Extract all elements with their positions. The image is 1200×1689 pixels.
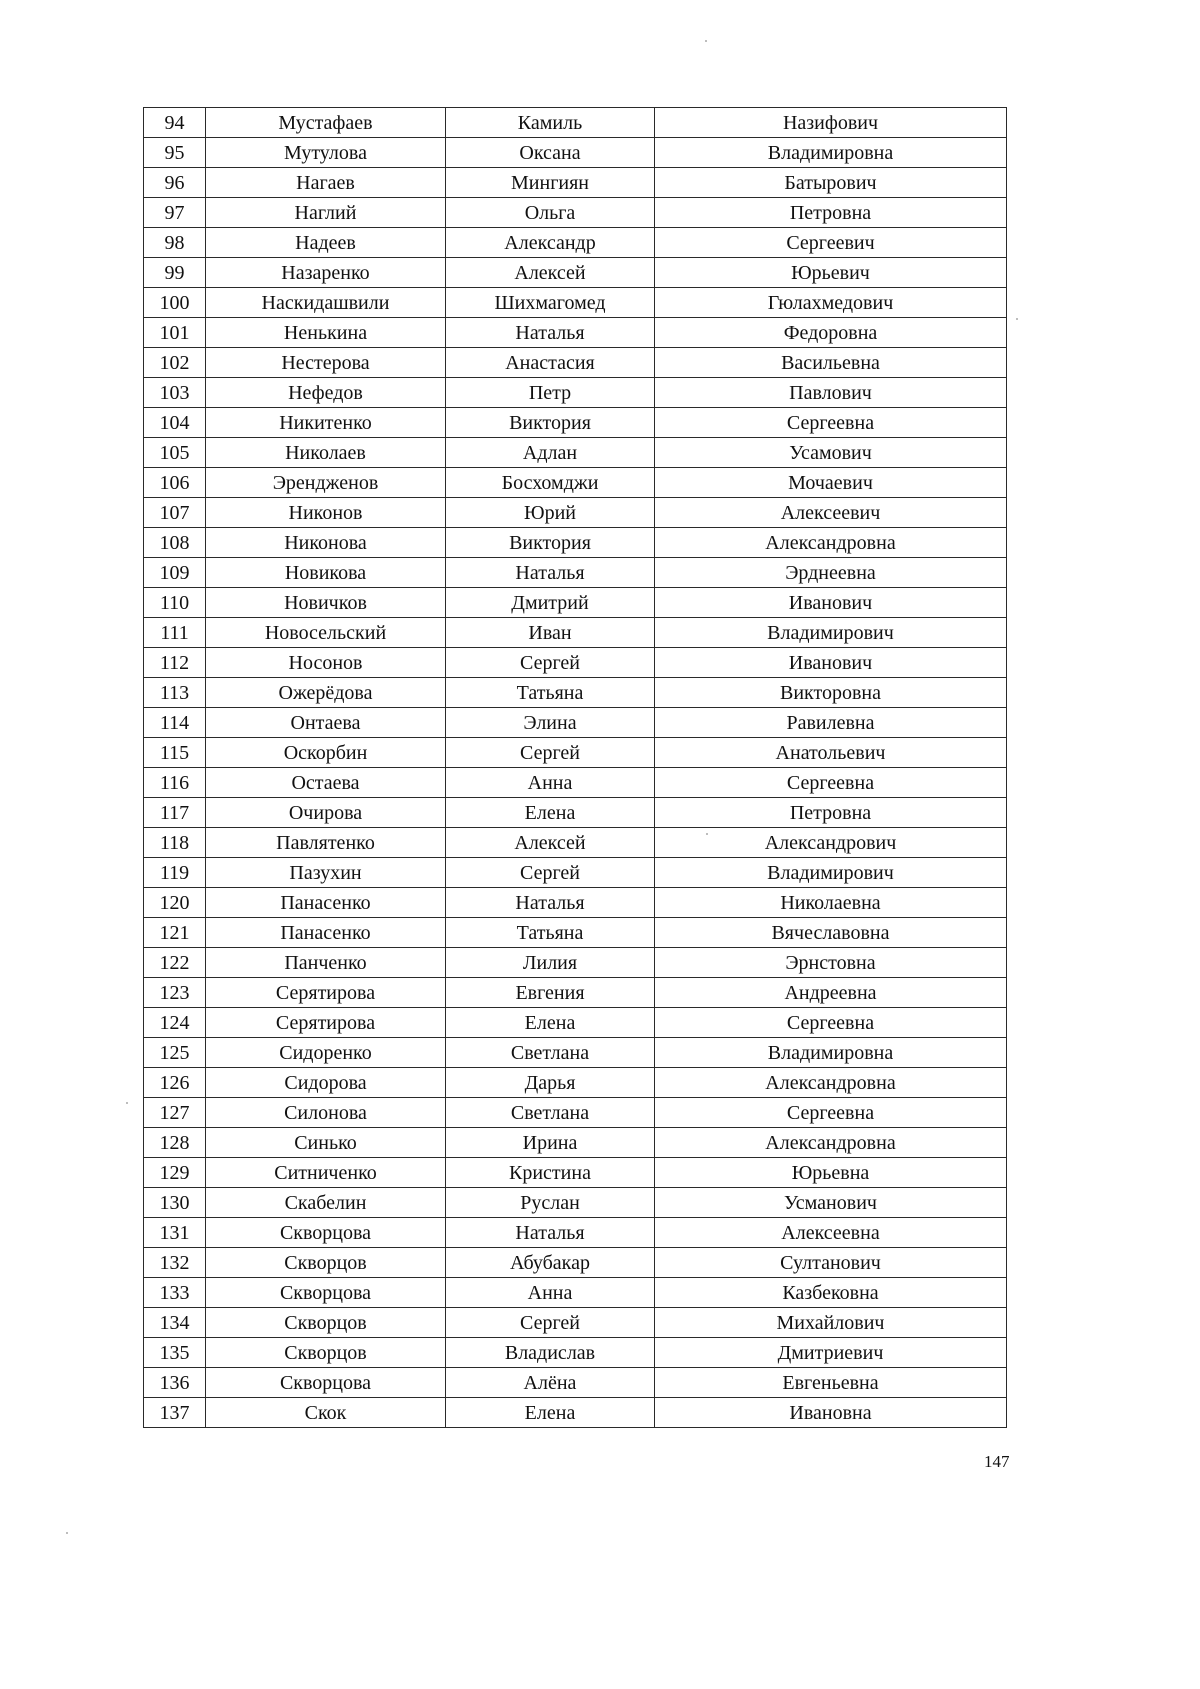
patronymic-cell: Султанович [655, 1248, 1007, 1278]
patronymic-cell: Иванович [655, 588, 1007, 618]
table-row [144, 288, 1007, 318]
table-row [144, 1368, 1007, 1398]
surname-cell: Оскорбин [206, 738, 446, 768]
row-number-cell: 118 [144, 828, 206, 858]
table-row [144, 1158, 1007, 1188]
patronymic-cell: Владимировна [655, 138, 1007, 168]
surname-cell: Назаренко [206, 258, 446, 288]
surname-cell: Нефедов [206, 378, 446, 408]
table-row [144, 1008, 1007, 1038]
table-row [144, 588, 1007, 618]
patronymic-cell: Михайлович [655, 1308, 1007, 1338]
row-number-cell: 134 [144, 1308, 206, 1338]
row-number-cell: 136 [144, 1368, 206, 1398]
row-number-cell: 100 [144, 288, 206, 318]
table-row [144, 108, 1007, 138]
row-number-cell: 137 [144, 1398, 206, 1428]
surname-cell: Мутулова [206, 138, 446, 168]
first-name-cell: Лилия [446, 948, 655, 978]
first-name-cell: Ирина [446, 1128, 655, 1158]
table-row [144, 1098, 1007, 1128]
row-number-cell: 131 [144, 1218, 206, 1248]
first-name-cell: Абубакар [446, 1248, 655, 1278]
table-row [144, 1128, 1007, 1158]
first-name-cell: Елена [446, 1398, 655, 1428]
first-name-cell: Елена [446, 1008, 655, 1038]
first-name-cell: Ольга [446, 198, 655, 228]
patronymic-cell: Юрьевна [655, 1158, 1007, 1188]
patronymic-cell: Батырович [655, 168, 1007, 198]
table-row [144, 408, 1007, 438]
surname-cell: Сидорова [206, 1068, 446, 1098]
table-row [144, 558, 1007, 588]
first-name-cell: Шихмагомед [446, 288, 655, 318]
row-number-cell: 128 [144, 1128, 206, 1158]
row-number-cell: 117 [144, 798, 206, 828]
patronymic-cell: Равилевна [655, 708, 1007, 738]
patronymic-cell: Сергеевич [655, 228, 1007, 258]
surname-cell: Павлятенко [206, 828, 446, 858]
scan-speck [66, 1532, 68, 1534]
row-number-cell: 113 [144, 678, 206, 708]
scan-speck [126, 1102, 128, 1104]
table-row [144, 468, 1007, 498]
surname-cell: Панасенко [206, 918, 446, 948]
table-row [144, 738, 1007, 768]
table-row [144, 618, 1007, 648]
table-row [144, 228, 1007, 258]
row-number-cell: 111 [144, 618, 206, 648]
table-row [144, 1278, 1007, 1308]
row-number-cell: 132 [144, 1248, 206, 1278]
patronymic-cell: Петровна [655, 198, 1007, 228]
surname-cell: Панасенко [206, 888, 446, 918]
surname-cell: Никонов [206, 498, 446, 528]
patronymic-cell: Федоровна [655, 318, 1007, 348]
row-number-cell: 101 [144, 318, 206, 348]
patronymic-cell: Ивановна [655, 1398, 1007, 1428]
scan-speck [1016, 318, 1018, 320]
surname-cell: Эрендженов [206, 468, 446, 498]
table-row [144, 318, 1007, 348]
first-name-cell: Виктория [446, 528, 655, 558]
scan-speck [705, 40, 707, 42]
surname-cell: Серятирова [206, 1008, 446, 1038]
patronymic-cell: Эрднеевна [655, 558, 1007, 588]
surname-cell: Ожерёдова [206, 678, 446, 708]
surname-cell: Пазухин [206, 858, 446, 888]
first-name-cell: Владислав [446, 1338, 655, 1368]
patronymic-cell: Алексеевич [655, 498, 1007, 528]
row-number-cell: 130 [144, 1188, 206, 1218]
row-number-cell: 114 [144, 708, 206, 738]
row-number-cell: 121 [144, 918, 206, 948]
first-name-cell: Евгения [446, 978, 655, 1008]
patronymic-cell: Иванович [655, 648, 1007, 678]
patronymic-cell: Юрьевич [655, 258, 1007, 288]
row-number-cell: 123 [144, 978, 206, 1008]
row-number-cell: 108 [144, 528, 206, 558]
table-row [144, 1218, 1007, 1248]
first-name-cell: Оксана [446, 138, 655, 168]
first-name-cell: Сергей [446, 648, 655, 678]
first-name-cell: Сергей [446, 858, 655, 888]
table-row [144, 1248, 1007, 1278]
first-name-cell: Иван [446, 618, 655, 648]
first-name-cell: Анастасия [446, 348, 655, 378]
first-name-cell: Сергей [446, 1308, 655, 1338]
patronymic-cell: Усамович [655, 438, 1007, 468]
first-name-cell: Петр [446, 378, 655, 408]
table-row [144, 1398, 1007, 1428]
surname-cell: Ситниченко [206, 1158, 446, 1188]
surname-cell: Серятирова [206, 978, 446, 1008]
surname-cell: Сидоренко [206, 1038, 446, 1068]
table-row [144, 198, 1007, 228]
row-number-cell: 125 [144, 1038, 206, 1068]
table-row [144, 378, 1007, 408]
table-row [144, 438, 1007, 468]
first-name-cell: Юрий [446, 498, 655, 528]
patronymic-cell: Сергеевна [655, 768, 1007, 798]
table-row [144, 888, 1007, 918]
surname-cell: Носонов [206, 648, 446, 678]
table-row [144, 648, 1007, 678]
first-name-cell: Алёна [446, 1368, 655, 1398]
patronymic-cell: Казбековна [655, 1278, 1007, 1308]
row-number-cell: 129 [144, 1158, 206, 1188]
row-number-cell: 135 [144, 1338, 206, 1368]
patronymic-cell: Евгеньевна [655, 1368, 1007, 1398]
patronymic-cell: Назифович [655, 108, 1007, 138]
first-name-cell: Татьяна [446, 678, 655, 708]
surname-cell: Скворцов [206, 1338, 446, 1368]
surname-cell: Мустафаев [206, 108, 446, 138]
surname-cell: Панченко [206, 948, 446, 978]
first-name-cell: Адлан [446, 438, 655, 468]
row-number-cell: 96 [144, 168, 206, 198]
table-row [144, 258, 1007, 288]
first-name-cell: Босхомджи [446, 468, 655, 498]
first-name-cell: Наталья [446, 558, 655, 588]
surname-cell: Скворцова [206, 1278, 446, 1308]
row-number-cell: 116 [144, 768, 206, 798]
patronymic-cell: Васильевна [655, 348, 1007, 378]
first-name-cell: Анна [446, 768, 655, 798]
row-number-cell: 95 [144, 138, 206, 168]
first-name-cell: Руслан [446, 1188, 655, 1218]
first-name-cell: Наталья [446, 888, 655, 918]
row-number-cell: 106 [144, 468, 206, 498]
surname-cell: Надеев [206, 228, 446, 258]
table-row [144, 858, 1007, 888]
surname-cell: Очирова [206, 798, 446, 828]
row-number-cell: 126 [144, 1068, 206, 1098]
patronymic-cell: Мочаевич [655, 468, 1007, 498]
patronymic-cell: Александровна [655, 1128, 1007, 1158]
surname-cell: Наскидашвили [206, 288, 446, 318]
patronymic-cell: Николаевна [655, 888, 1007, 918]
roster-table [143, 107, 1007, 1428]
row-number-cell: 122 [144, 948, 206, 978]
table-row [144, 1068, 1007, 1098]
surname-cell: Новичков [206, 588, 446, 618]
first-name-cell: Наталья [446, 318, 655, 348]
patronymic-cell: Усманович [655, 1188, 1007, 1218]
table-row [144, 498, 1007, 528]
first-name-cell: Алексей [446, 828, 655, 858]
table-row [144, 1038, 1007, 1068]
patronymic-cell: Владимирович [655, 858, 1007, 888]
patronymic-cell: Вячеславовна [655, 918, 1007, 948]
row-number-cell: 98 [144, 228, 206, 258]
first-name-cell: Виктория [446, 408, 655, 438]
surname-cell: Николаев [206, 438, 446, 468]
surname-cell: Наглий [206, 198, 446, 228]
first-name-cell: Татьяна [446, 918, 655, 948]
table-row [144, 918, 1007, 948]
row-number-cell: 97 [144, 198, 206, 228]
row-number-cell: 112 [144, 648, 206, 678]
row-number-cell: 99 [144, 258, 206, 288]
patronymic-cell: Сергеевна [655, 1098, 1007, 1128]
surname-cell: Никонова [206, 528, 446, 558]
surname-cell: Скок [206, 1398, 446, 1428]
surname-cell: Скворцов [206, 1248, 446, 1278]
patronymic-cell: Эрнстовна [655, 948, 1007, 978]
table-row [144, 828, 1007, 858]
row-number-cell: 115 [144, 738, 206, 768]
row-number-cell: 110 [144, 588, 206, 618]
page-number: 147 [984, 1452, 1010, 1471]
first-name-cell: Светлана [446, 1098, 655, 1128]
table-row [144, 798, 1007, 828]
patronymic-cell: Сергеевна [655, 1008, 1007, 1038]
row-number-cell: 120 [144, 888, 206, 918]
first-name-cell: Дмитрий [446, 588, 655, 618]
first-name-cell: Анна [446, 1278, 655, 1308]
patronymic-cell: Сергеевна [655, 408, 1007, 438]
row-number-cell: 107 [144, 498, 206, 528]
patronymic-cell: Викторовна [655, 678, 1007, 708]
surname-cell: Скворцова [206, 1218, 446, 1248]
table-row [144, 138, 1007, 168]
table-row [144, 528, 1007, 558]
surname-cell: Ненькина [206, 318, 446, 348]
patronymic-cell: Гюлахмедович [655, 288, 1007, 318]
surname-cell: Онтаева [206, 708, 446, 738]
surname-cell: Новосельский [206, 618, 446, 648]
surname-cell: Скворцов [206, 1308, 446, 1338]
row-number-cell: 133 [144, 1278, 206, 1308]
patronymic-cell: Владимировна [655, 1038, 1007, 1068]
patronymic-cell: Алексеевна [655, 1218, 1007, 1248]
table-row [144, 948, 1007, 978]
table-row [144, 978, 1007, 1008]
surname-cell: Силонова [206, 1098, 446, 1128]
surname-cell: Никитенко [206, 408, 446, 438]
first-name-cell: Светлана [446, 1038, 655, 1068]
table-row [144, 768, 1007, 798]
first-name-cell: Мингиян [446, 168, 655, 198]
table-row [144, 1338, 1007, 1368]
row-number-cell: 103 [144, 378, 206, 408]
row-number-cell: 105 [144, 438, 206, 468]
table-row [144, 1188, 1007, 1218]
surname-cell: Новикова [206, 558, 446, 588]
row-number-cell: 124 [144, 1008, 206, 1038]
table-row [144, 708, 1007, 738]
row-number-cell: 109 [144, 558, 206, 588]
table-row [144, 1308, 1007, 1338]
first-name-cell: Елена [446, 798, 655, 828]
surname-cell: Остаева [206, 768, 446, 798]
scan-speck [706, 833, 708, 835]
surname-cell: Скворцова [206, 1368, 446, 1398]
table-row [144, 678, 1007, 708]
first-name-cell: Александр [446, 228, 655, 258]
row-number-cell: 102 [144, 348, 206, 378]
table-row [144, 348, 1007, 378]
patronymic-cell: Дмитриевич [655, 1338, 1007, 1368]
patronymic-cell: Петровна [655, 798, 1007, 828]
surname-cell: Синько [206, 1128, 446, 1158]
patronymic-cell: Александровна [655, 1068, 1007, 1098]
surname-cell: Скабелин [206, 1188, 446, 1218]
patronymic-cell: Александрович [655, 828, 1007, 858]
patronymic-cell: Александровна [655, 528, 1007, 558]
row-number-cell: 94 [144, 108, 206, 138]
patronymic-cell: Павлович [655, 378, 1007, 408]
first-name-cell: Алексей [446, 258, 655, 288]
first-name-cell: Элина [446, 708, 655, 738]
row-number-cell: 127 [144, 1098, 206, 1128]
first-name-cell: Дарья [446, 1068, 655, 1098]
first-name-cell: Наталья [446, 1218, 655, 1248]
first-name-cell: Кристина [446, 1158, 655, 1188]
roster-table-body [144, 108, 1007, 1428]
patronymic-cell: Андреевна [655, 978, 1007, 1008]
first-name-cell: Сергей [446, 738, 655, 768]
surname-cell: Нестерова [206, 348, 446, 378]
first-name-cell: Камиль [446, 108, 655, 138]
surname-cell: Нагаев [206, 168, 446, 198]
row-number-cell: 104 [144, 408, 206, 438]
row-number-cell: 119 [144, 858, 206, 888]
patronymic-cell: Анатольевич [655, 738, 1007, 768]
table-row [144, 168, 1007, 198]
patronymic-cell: Владимирович [655, 618, 1007, 648]
